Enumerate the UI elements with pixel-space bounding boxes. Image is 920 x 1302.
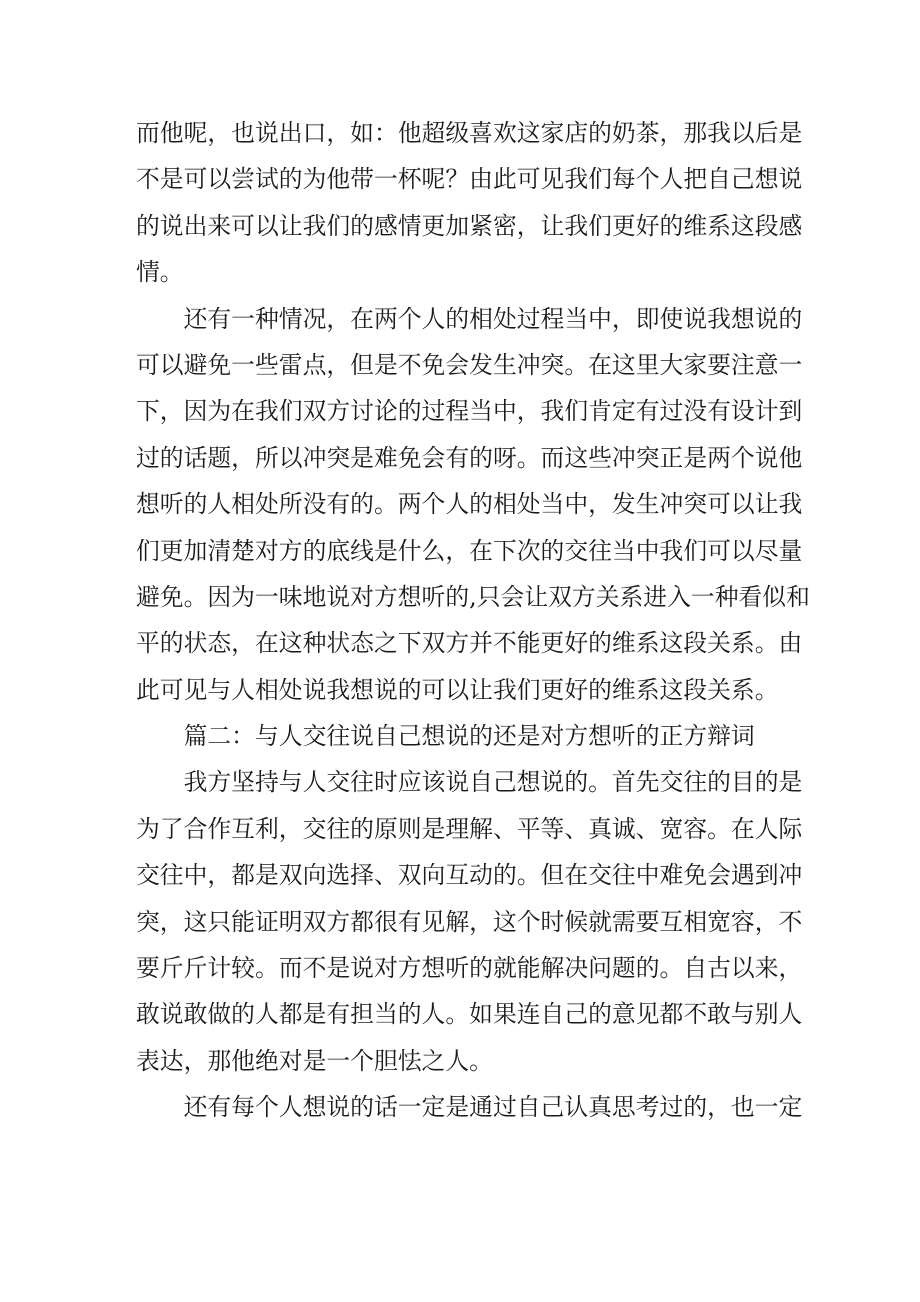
text-line: 交往中，都是双向选择、双向互动的。但在交往中难免会遇到冲 bbox=[136, 861, 803, 890]
text-line: 想听的人相处所没有的。两个人的相处当中，发生冲突可以让我 bbox=[136, 490, 803, 519]
paragraph-1 bbox=[136, 110, 803, 296]
text-line: 表达，那他绝对是一个胆怯之人。 bbox=[136, 1046, 493, 1075]
text-line: 可以避免一些雷点，但是不免会发生冲突。在这里大家要注意一 bbox=[136, 350, 803, 379]
section-heading bbox=[136, 713, 794, 759]
text-line: 此可见与人相处说我想说的可以让我们更好的维系这段关系。 bbox=[136, 675, 779, 704]
text-line: 平的状态，在这种状态之下双方并不能更好的维系这段关系。由 bbox=[136, 629, 803, 658]
text-line: 突，这只能证明双方都很有见解，这个时候就需要互相宽容，不 bbox=[136, 907, 803, 936]
text-line: 我方坚持与人交往时应该说自己想说的。首先交往的目的是 bbox=[183, 768, 803, 797]
paragraph-4 bbox=[136, 1084, 803, 1130]
text-line: 还有每个人想说的话一定是通过自己认真思考过的，也一定 bbox=[183, 1093, 803, 1122]
paragraph-3 bbox=[136, 759, 803, 1084]
text-line: 还有一种情况，在两个人的相处过程当中，即使说我想说的 bbox=[183, 304, 803, 333]
text-line: 的说出来可以让我们的感情更加紧密，让我们更好的维系这段感 bbox=[136, 211, 803, 240]
text-line: 过的话题，所以冲突是难免会有的呀。而这些冲突正是两个说他 bbox=[136, 443, 803, 472]
text-line: 为了合作互利，交往的原则是理解、平等、真诚、宽容。在人际 bbox=[136, 814, 803, 843]
text-line: 情。 bbox=[136, 258, 184, 287]
text-line: 敢说敢做的人都是有担当的人。如果连自己的意见都不敢与别人 bbox=[136, 1000, 803, 1029]
paragraph-2 bbox=[136, 296, 810, 714]
text-line: 下，因为在我们双方讨论的过程当中，我们肯定有过没有设计到 bbox=[136, 397, 803, 426]
text-line: 们更加清楚对方的底线是什么，在下次的交往当中我们可以尽量 bbox=[136, 536, 803, 565]
text-line: 而他呢，也说出口，如：他超级喜欢这家店的奶茶，那我以后是 bbox=[136, 119, 803, 147]
text-line: 不是可以尝试的为他带一杯呢？由此可见我们每个人把自己想说 bbox=[136, 165, 803, 194]
text-line: 避免。因为一味地说对方想听的,只会让双方关系进入一种看似和 bbox=[136, 582, 810, 611]
section-heading-text: 篇二：与人交往说自己想说的还是对方想听的正方辩词 bbox=[183, 722, 755, 751]
text-line: 要斤斤计较。而不是说对方想听的就能解决问题的。自古以来， bbox=[136, 954, 803, 983]
document-body bbox=[136, 110, 810, 1131]
